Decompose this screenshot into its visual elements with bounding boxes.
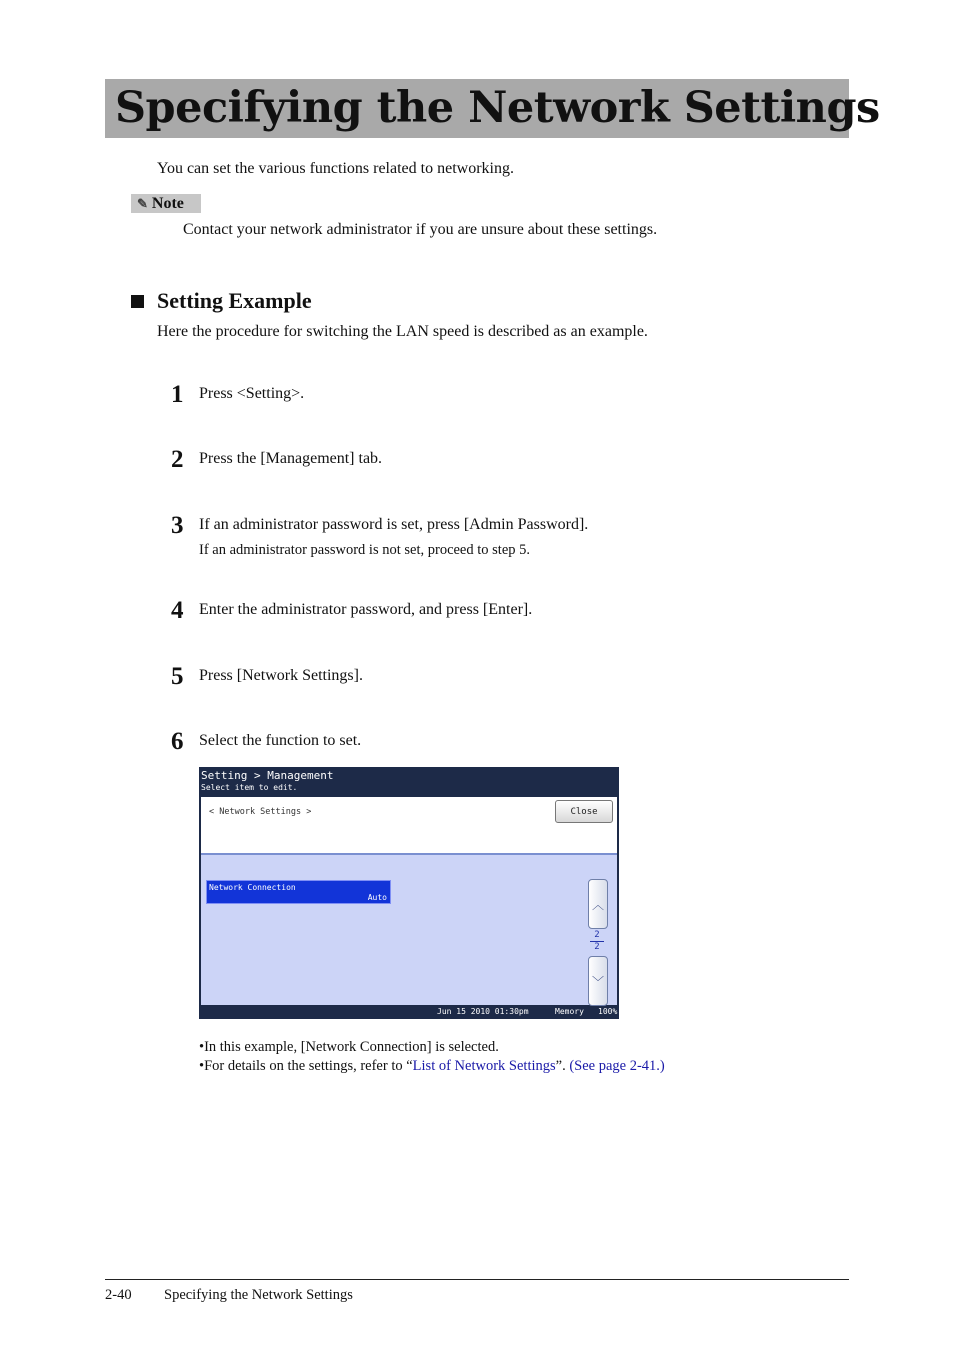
page-current: 2 [594, 930, 600, 940]
item-label: Network Connection [209, 883, 296, 892]
page-title: Specifying the Network Settings [115, 83, 880, 133]
see-page-link[interactable]: (See page 2-41.) [569, 1058, 665, 1074]
screen-title: Setting > Management [201, 769, 334, 782]
page-total: 2 [594, 942, 600, 952]
step-text: Press <Setting>. [199, 385, 305, 402]
list-of-network-settings-link[interactable]: List of Network Settings [412, 1058, 556, 1074]
screen-datetime: Jun 15 2010 01:30pm [437, 1007, 529, 1016]
close-button[interactable]: Close [555, 800, 613, 823]
section-heading-text: Setting Example [157, 288, 312, 313]
bullet-text: For details on the settings, refer to “ [204, 1058, 413, 1074]
step-subtext: If an administrator password is not set, proceed to step 5. [199, 542, 531, 558]
section-heading [131, 288, 312, 314]
chevron-down-icon: ﹀ [591, 974, 604, 989]
step-number: 2 [171, 446, 184, 473]
scroll-down-button[interactable] [588, 956, 608, 1006]
device-screen [199, 767, 619, 1019]
step-text: If an administrator password is set, press [Admin Password]. [199, 516, 589, 533]
screen-memory-value: 100% [598, 1007, 618, 1016]
step-number: 3 [171, 512, 184, 539]
screen-subtitle: Select item to edit. [201, 783, 298, 792]
square-bullet-icon [131, 295, 144, 308]
step-text: Enter the administrator password, and press [Enter]. [199, 601, 533, 618]
screen-memory-label: Memory [555, 1007, 584, 1016]
bullet-dot: • [199, 1039, 205, 1055]
screen-list-panel [201, 855, 617, 1005]
chevron-up-icon: ︿ [591, 897, 604, 912]
step-text: Press [Network Settings]. [199, 667, 363, 684]
network-connection-item[interactable] [206, 880, 391, 904]
item-value: Auto [367, 893, 387, 902]
step-number: 5 [171, 663, 184, 690]
pencil-icon: ✎ [137, 195, 148, 211]
bullet-dot: • [199, 1058, 205, 1074]
step-text: Select the function to set. [199, 732, 362, 749]
step-number: 6 [171, 728, 184, 755]
bullet-text: ”. [555, 1058, 570, 1074]
step-number: 1 [171, 381, 184, 408]
note-badge [131, 194, 201, 213]
intro-text: You can set the various functions related to networking. [157, 160, 514, 177]
scroll-up-button[interactable] [588, 879, 608, 929]
step-text: Press the [Management] tab. [199, 450, 383, 467]
note-text: Contact your network administrator if you are unsure about these settings. [183, 221, 658, 238]
step-number: 4 [171, 597, 184, 624]
note-label: Note [151, 194, 184, 212]
footer-title: Specifying the Network Settings [164, 1287, 353, 1303]
bullet-item [199, 1058, 665, 1075]
footer-page-number: 2-40 [105, 1287, 132, 1303]
footer-rule [105, 1279, 849, 1280]
bullet-item [199, 1039, 499, 1056]
screen-breadcrumb: < Network Settings > [209, 807, 312, 817]
section-text: Here the procedure for switching the LAN speed is described as an example. [157, 323, 648, 340]
bullet-text: In this example, [Network Connection] is selected. [204, 1039, 499, 1055]
